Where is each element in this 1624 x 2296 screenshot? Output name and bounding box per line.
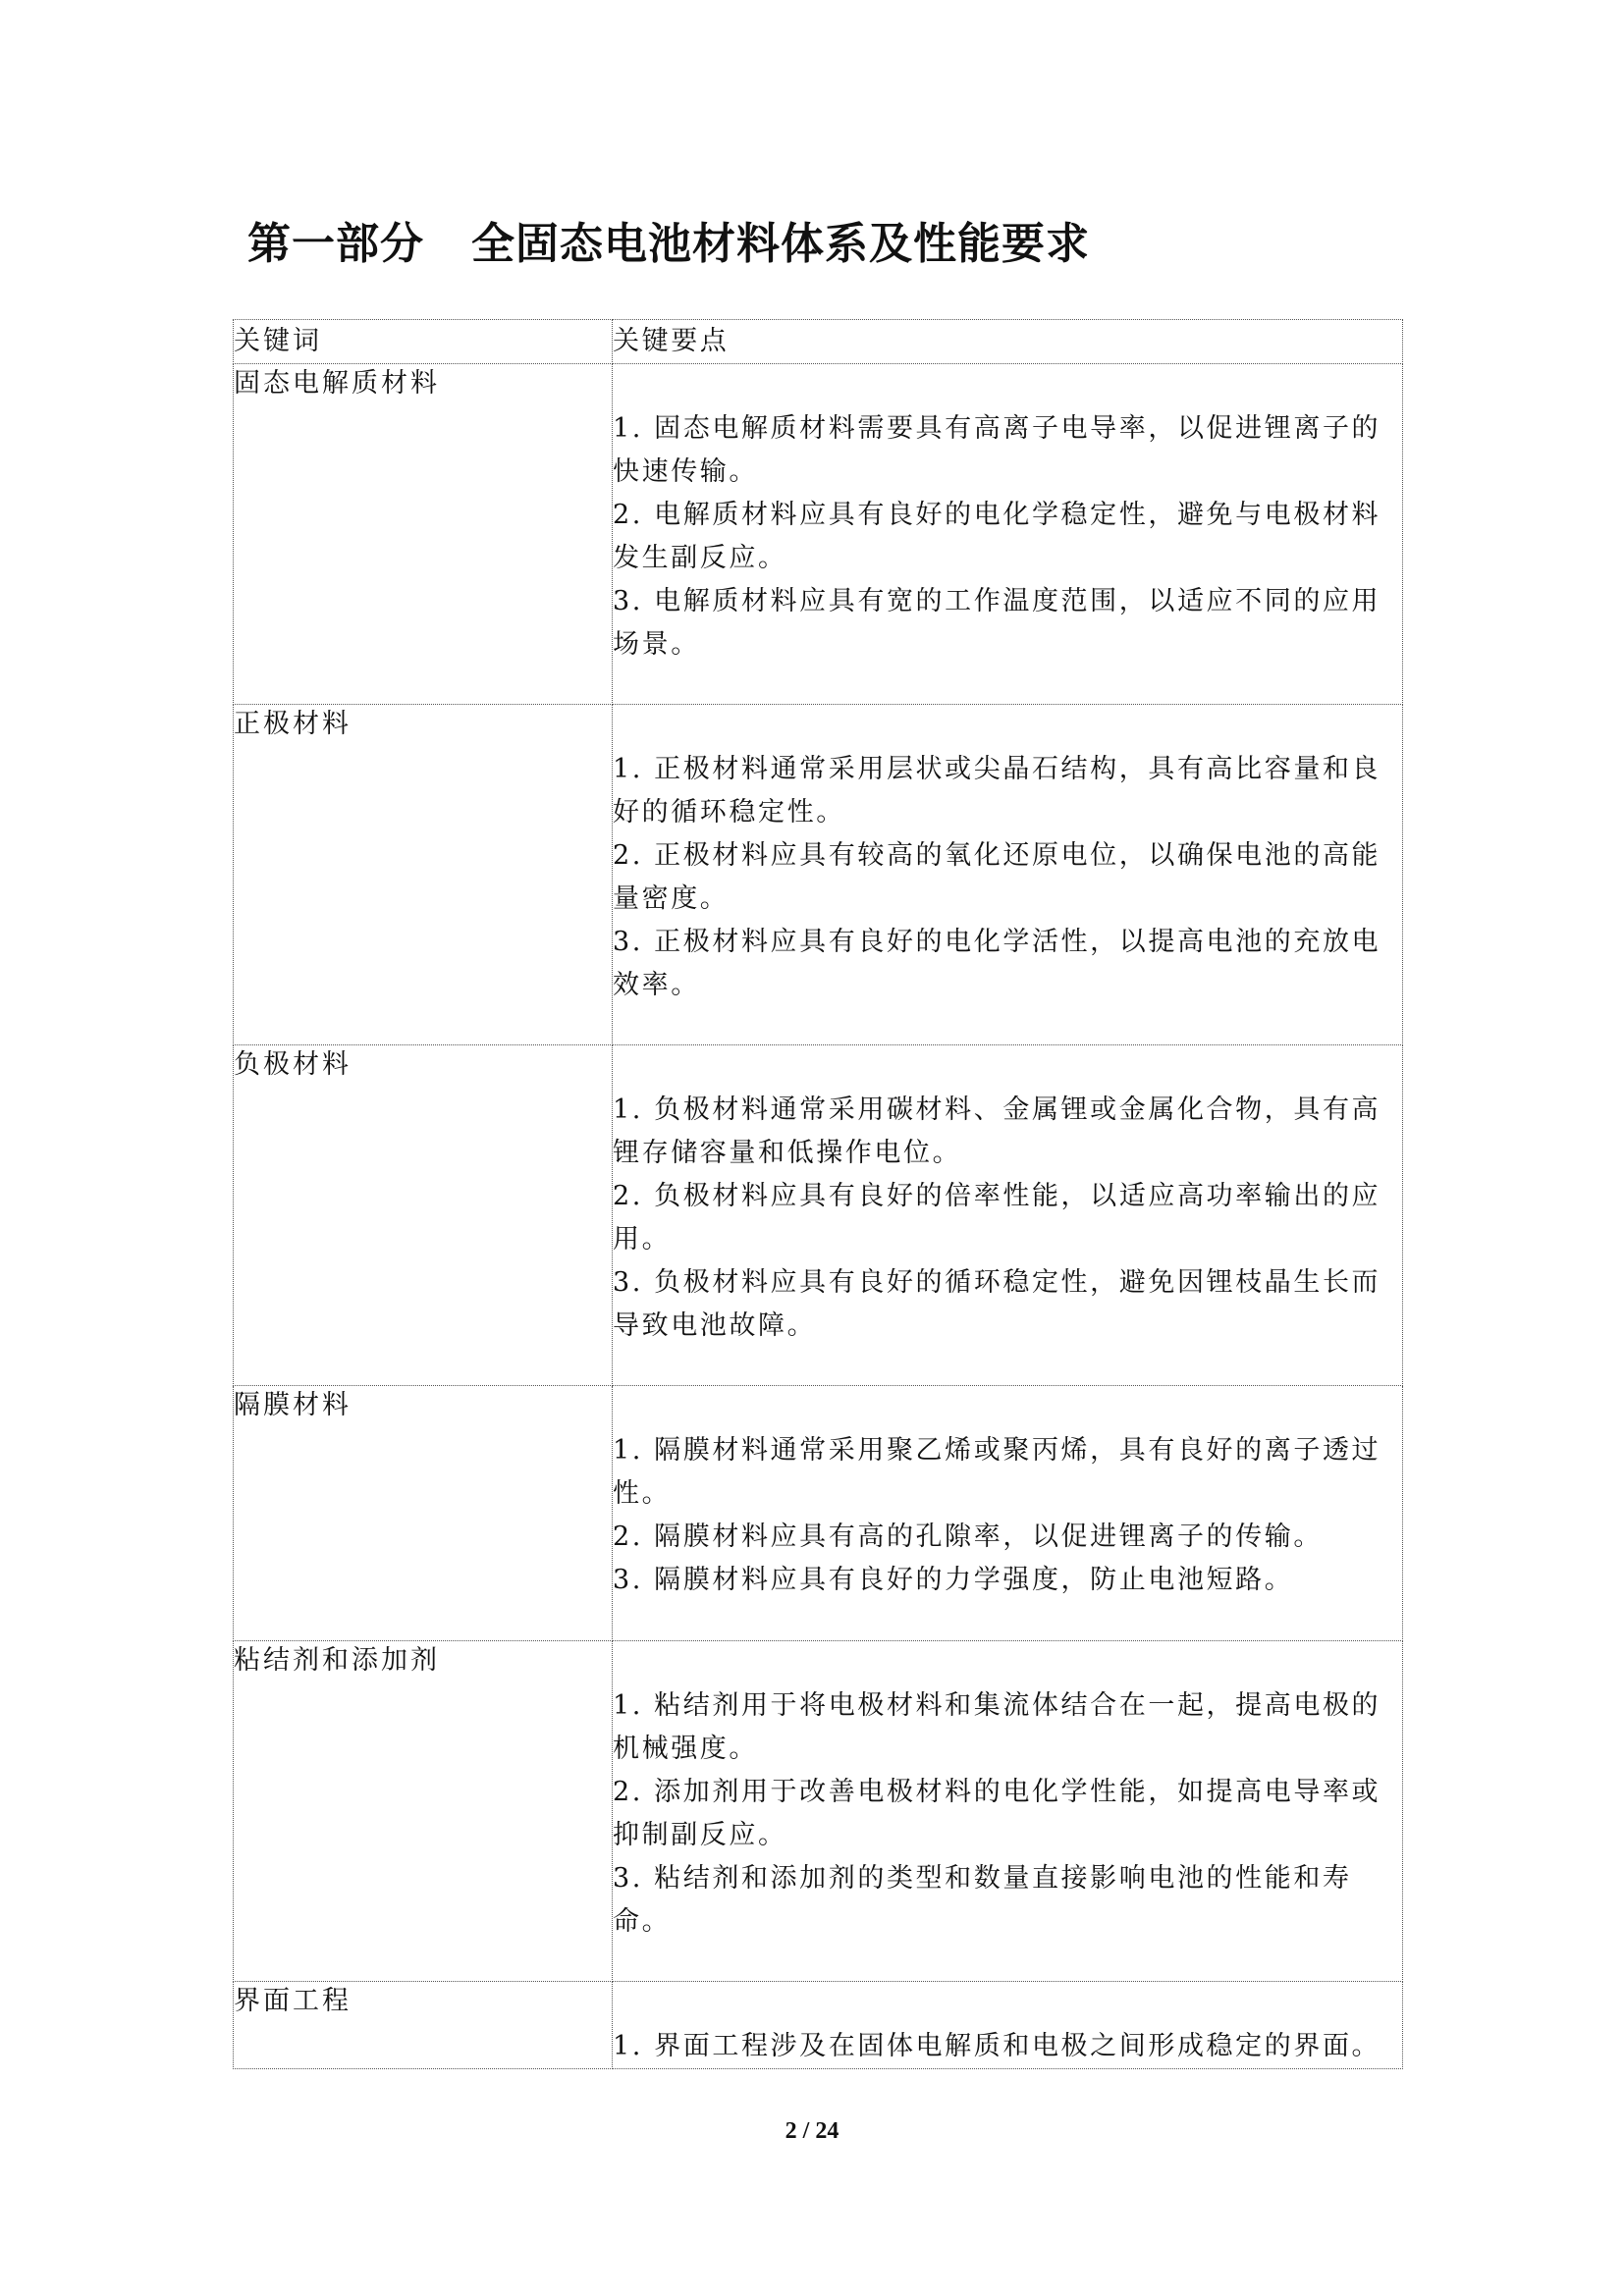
point-item: 2. 添加剂用于改善电极材料的电化学性能，如提高电导率或抑制副反应。 <box>613 1777 1381 1850</box>
table-row <box>234 1386 1403 1641</box>
table-row <box>234 705 1403 1045</box>
table-row <box>234 1982 1403 2069</box>
point-item: 3. 电解质材料应具有宽的工作温度范围，以适应不同的应用场景。 <box>613 586 1381 660</box>
row-keyword: 粘结剂和添加剂 <box>234 1641 613 1982</box>
row-points <box>613 1386 1403 1641</box>
point-item: 1. 负极材料通常采用碳材料、金属锂或金属化合物，具有高锂存储容量和低操作电位。 <box>613 1095 1381 1168</box>
table-row <box>234 364 1403 705</box>
section-heading <box>247 208 1090 271</box>
row-keyword: 固态电解质材料 <box>234 364 613 705</box>
point-item: 2. 正极材料应具有较高的氧化还原电位，以确保电池的高能量密度。 <box>613 840 1381 914</box>
point-item: 2. 隔膜材料应具有高的孔隙率，以促进锂离子的传输。 <box>613 1522 1323 1552</box>
table-row <box>234 1641 1403 1982</box>
header-points: 关键要点 <box>613 320 1403 364</box>
point-item: 1. 正极材料通常采用层状或尖晶石结构，具有高比容量和良好的循环稳定性。 <box>613 754 1381 828</box>
point-item: 2. 负极材料应具有良好的倍率性能，以适应高功率输出的应用。 <box>613 1181 1381 1255</box>
point-item: 1. 界面工程涉及在固体电解质和电极之间形成稳定的界面。 <box>613 2031 1381 2061</box>
point-item: 1. 固态电解质材料需要具有高离子电导率，以促进锂离子的快速传输。 <box>613 413 1381 487</box>
table-header-row <box>234 320 1403 364</box>
point-item: 2. 电解质材料应具有良好的电化学稳定性，避免与电极材料发生副反应。 <box>613 500 1381 573</box>
row-points <box>613 1641 1403 1982</box>
point-item: 3. 正极材料应具有良好的电化学活性，以提高电池的充放电效率。 <box>613 927 1381 1000</box>
keyword-table <box>233 319 1403 2069</box>
row-keyword: 界面工程 <box>234 1982 613 2069</box>
row-points <box>613 705 1403 1045</box>
point-item: 3. 粘结剂和添加剂的类型和数量直接影响电池的性能和寿命。 <box>613 1863 1352 1937</box>
point-item: 3. 负极材料应具有良好的循环稳定性，避免因锂枝晶生长而导致电池故障。 <box>613 1267 1381 1341</box>
page-number: 2 / 24 <box>785 2118 839 2144</box>
point-item: 1. 粘结剂用于将电极材料和集流体结合在一起，提高电极的机械强度。 <box>613 1690 1381 1764</box>
row-points <box>613 364 1403 705</box>
row-points <box>613 1045 1403 1386</box>
section-number: 第一部分 <box>247 219 424 269</box>
point-item: 3. 隔膜材料应具有良好的力学强度，防止电池短路。 <box>613 1565 1294 1595</box>
section-title: 全固态电池材料体系及性能要求 <box>471 219 1090 269</box>
point-item: 1. 隔膜材料通常采用聚乙烯或聚丙烯，具有良好的离子透过性。 <box>613 1435 1381 1509</box>
header-keyword: 关键词 <box>234 320 613 364</box>
row-keyword: 隔膜材料 <box>234 1386 613 1641</box>
row-keyword: 正极材料 <box>234 705 613 1045</box>
row-points <box>613 1982 1403 2069</box>
table-row <box>234 1045 1403 1386</box>
row-keyword: 负极材料 <box>234 1045 613 1386</box>
